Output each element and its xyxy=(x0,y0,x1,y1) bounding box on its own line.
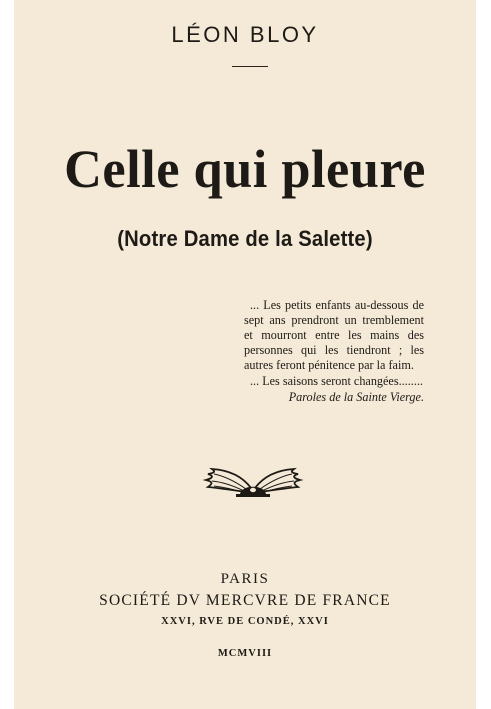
imprint-year: MCMVIII xyxy=(217,648,273,659)
book-title: Celle qui pleure xyxy=(64,139,426,199)
epigraph-attribution: Paroles de la Sainte Vierge. xyxy=(288,390,424,404)
divider-rule xyxy=(232,66,268,67)
epigraph-paragraph: ... Les petits enfants au-dessous de sept ans prendront un tremblement et mourront entre les mains des personnes qui les tiendront ; les autres feront pénitence par la faim. xyxy=(244,298,424,372)
winged-helmet-icon xyxy=(202,464,304,502)
epigraph xyxy=(244,298,424,405)
book-subtitle: (Notre Dame de la Salette) xyxy=(117,226,373,251)
author-name: LÉON BLOY xyxy=(171,22,319,47)
epigraph-paragraph: ... Les saisons seront changées........ xyxy=(250,374,423,388)
imprint-publisher: SOCIÉTÉ DV MERCVRE DE FRANCE xyxy=(99,592,391,609)
title-page xyxy=(14,0,476,709)
imprint-address: XXVI, RVE DE CONDÉ, XXVI xyxy=(161,616,329,627)
imprint-city: PARIS xyxy=(220,571,270,587)
